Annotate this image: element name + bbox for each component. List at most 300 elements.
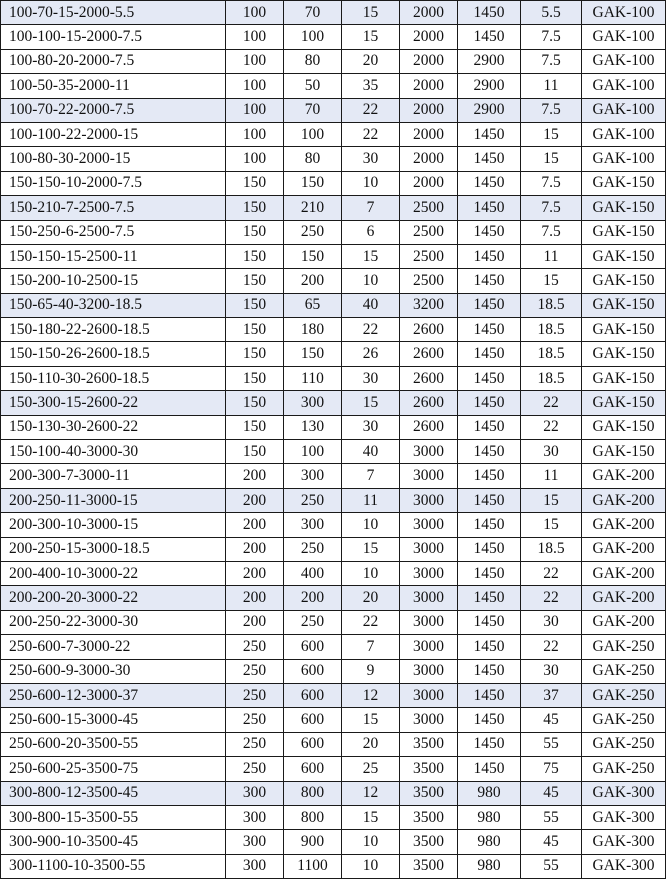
cell-value-col-3: 150 bbox=[284, 171, 342, 195]
cell-model-code: 100-80-20-2000-7.5 bbox=[1, 49, 226, 73]
cell-value-col-2: 100 bbox=[226, 74, 284, 98]
cell-value-col-7: 11 bbox=[521, 464, 582, 488]
cell-value-col-6: 1450 bbox=[458, 586, 521, 610]
cell-value-col-3: 300 bbox=[284, 513, 342, 537]
cell-value-col-6: 1450 bbox=[458, 659, 521, 683]
cell-value-col-2: 200 bbox=[226, 610, 284, 634]
cell-model-code: 200-250-22-3000-30 bbox=[1, 610, 226, 634]
cell-value-col-2: 250 bbox=[226, 757, 284, 781]
cell-value-col-6: 1450 bbox=[458, 683, 521, 707]
table-row bbox=[1, 147, 666, 171]
table-row bbox=[1, 318, 666, 342]
cell-series-code: GAK-100 bbox=[582, 1, 666, 25]
cell-model-code: 150-200-10-2500-15 bbox=[1, 269, 226, 293]
cell-value-col-5: 2600 bbox=[400, 415, 458, 439]
cell-value-col-6: 1450 bbox=[458, 25, 521, 49]
cell-series-code: GAK-150 bbox=[582, 318, 666, 342]
cell-value-col-5: 2500 bbox=[400, 269, 458, 293]
cell-value-col-6: 980 bbox=[458, 781, 521, 805]
table-row bbox=[1, 683, 666, 707]
cell-series-code: GAK-150 bbox=[582, 293, 666, 317]
cell-series-code: GAK-100 bbox=[582, 25, 666, 49]
cell-series-code: GAK-100 bbox=[582, 147, 666, 171]
cell-value-col-4: 10 bbox=[342, 561, 400, 585]
cell-series-code: GAK-150 bbox=[582, 220, 666, 244]
cell-value-col-4: 40 bbox=[342, 440, 400, 464]
cell-model-code: 100-70-22-2000-7.5 bbox=[1, 98, 226, 122]
cell-value-col-5: 2600 bbox=[400, 391, 458, 415]
cell-model-code: 100-50-35-2000-11 bbox=[1, 74, 226, 98]
cell-value-col-4: 15 bbox=[342, 1, 400, 25]
cell-value-col-7: 18.5 bbox=[521, 293, 582, 317]
cell-series-code: GAK-150 bbox=[582, 244, 666, 268]
cell-value-col-3: 800 bbox=[284, 781, 342, 805]
cell-series-code: GAK-200 bbox=[582, 610, 666, 634]
table-row bbox=[1, 757, 666, 781]
cell-value-col-3: 80 bbox=[284, 147, 342, 171]
cell-value-col-5: 3000 bbox=[400, 537, 458, 561]
cell-value-col-6: 2900 bbox=[458, 49, 521, 73]
table-row bbox=[1, 293, 666, 317]
cell-value-col-4: 30 bbox=[342, 147, 400, 171]
cell-value-col-7: 55 bbox=[521, 805, 582, 829]
cell-value-col-3: 900 bbox=[284, 830, 342, 854]
cell-value-col-4: 15 bbox=[342, 391, 400, 415]
cell-value-col-2: 300 bbox=[226, 805, 284, 829]
cell-value-col-5: 3000 bbox=[400, 610, 458, 634]
cell-value-col-7: 7.5 bbox=[521, 196, 582, 220]
table-row bbox=[1, 610, 666, 634]
cell-model-code: 250-600-7-3000-22 bbox=[1, 635, 226, 659]
cell-value-col-6: 1450 bbox=[458, 561, 521, 585]
cell-model-code: 250-600-20-3500-55 bbox=[1, 732, 226, 756]
cell-value-col-4: 22 bbox=[342, 610, 400, 634]
cell-series-code: GAK-250 bbox=[582, 732, 666, 756]
cell-series-code: GAK-250 bbox=[582, 683, 666, 707]
cell-value-col-5: 3000 bbox=[400, 708, 458, 732]
cell-value-col-7: 15 bbox=[521, 488, 582, 512]
cell-value-col-6: 1450 bbox=[458, 293, 521, 317]
cell-value-col-3: 600 bbox=[284, 683, 342, 707]
cell-value-col-3: 150 bbox=[284, 342, 342, 366]
cell-series-code: GAK-150 bbox=[582, 269, 666, 293]
cell-value-col-3: 250 bbox=[284, 537, 342, 561]
cell-value-col-6: 1450 bbox=[458, 244, 521, 268]
table-row bbox=[1, 98, 666, 122]
cell-value-col-4: 10 bbox=[342, 854, 400, 878]
table-row bbox=[1, 244, 666, 268]
cell-value-col-7: 7.5 bbox=[521, 98, 582, 122]
cell-model-code: 150-150-10-2000-7.5 bbox=[1, 171, 226, 195]
cell-model-code: 150-150-15-2500-11 bbox=[1, 244, 226, 268]
cell-model-code: 200-200-20-3000-22 bbox=[1, 586, 226, 610]
cell-value-col-7: 15 bbox=[521, 269, 582, 293]
table-row bbox=[1, 635, 666, 659]
cell-value-col-6: 2900 bbox=[458, 98, 521, 122]
cell-value-col-2: 200 bbox=[226, 561, 284, 585]
cell-series-code: GAK-250 bbox=[582, 659, 666, 683]
cell-value-col-6: 1450 bbox=[458, 1, 521, 25]
cell-value-col-4: 10 bbox=[342, 269, 400, 293]
cell-value-col-6: 1450 bbox=[458, 513, 521, 537]
cell-model-code: 100-70-15-2000-5.5 bbox=[1, 1, 226, 25]
cell-value-col-2: 200 bbox=[226, 586, 284, 610]
cell-series-code: GAK-100 bbox=[582, 122, 666, 146]
cell-model-code: 300-900-10-3500-45 bbox=[1, 830, 226, 854]
table-row bbox=[1, 488, 666, 512]
cell-value-col-5: 2000 bbox=[400, 49, 458, 73]
cell-model-code: 250-600-15-3000-45 bbox=[1, 708, 226, 732]
cell-value-col-6: 2900 bbox=[458, 74, 521, 98]
cell-value-col-4: 20 bbox=[342, 49, 400, 73]
cell-value-col-2: 100 bbox=[226, 98, 284, 122]
cell-value-col-7: 15 bbox=[521, 513, 582, 537]
table-row bbox=[1, 537, 666, 561]
cell-value-col-4: 15 bbox=[342, 805, 400, 829]
cell-model-code: 250-600-9-3000-30 bbox=[1, 659, 226, 683]
cell-value-col-6: 1450 bbox=[458, 220, 521, 244]
cell-value-col-4: 9 bbox=[342, 659, 400, 683]
cell-value-col-5: 3000 bbox=[400, 586, 458, 610]
cell-value-col-5: 2600 bbox=[400, 366, 458, 390]
cell-value-col-3: 150 bbox=[284, 244, 342, 268]
cell-series-code: GAK-150 bbox=[582, 342, 666, 366]
cell-value-col-3: 300 bbox=[284, 464, 342, 488]
cell-value-col-7: 55 bbox=[521, 732, 582, 756]
cell-value-col-3: 250 bbox=[284, 488, 342, 512]
cell-value-col-5: 2000 bbox=[400, 171, 458, 195]
table-row bbox=[1, 196, 666, 220]
cell-model-code: 150-110-30-2600-18.5 bbox=[1, 366, 226, 390]
cell-series-code: GAK-200 bbox=[582, 561, 666, 585]
cell-value-col-4: 7 bbox=[342, 635, 400, 659]
table-row bbox=[1, 513, 666, 537]
cell-value-col-3: 1100 bbox=[284, 854, 342, 878]
cell-value-col-6: 980 bbox=[458, 854, 521, 878]
cell-value-col-4: 15 bbox=[342, 25, 400, 49]
table-row bbox=[1, 805, 666, 829]
cell-value-col-3: 110 bbox=[284, 366, 342, 390]
cell-value-col-7: 22 bbox=[521, 586, 582, 610]
table-row bbox=[1, 342, 666, 366]
cell-value-col-4: 15 bbox=[342, 244, 400, 268]
cell-value-col-7: 11 bbox=[521, 74, 582, 98]
table-row bbox=[1, 49, 666, 73]
cell-series-code: GAK-100 bbox=[582, 98, 666, 122]
cell-value-col-4: 22 bbox=[342, 318, 400, 342]
cell-value-col-5: 3000 bbox=[400, 561, 458, 585]
cell-model-code: 150-130-30-2600-22 bbox=[1, 415, 226, 439]
cell-value-col-4: 15 bbox=[342, 537, 400, 561]
table-row bbox=[1, 269, 666, 293]
cell-model-code: 250-600-25-3500-75 bbox=[1, 757, 226, 781]
cell-model-code: 100-80-30-2000-15 bbox=[1, 147, 226, 171]
cell-value-col-5: 3000 bbox=[400, 440, 458, 464]
cell-value-col-3: 100 bbox=[284, 25, 342, 49]
cell-value-col-7: 7.5 bbox=[521, 25, 582, 49]
cell-model-code: 200-300-7-3000-11 bbox=[1, 464, 226, 488]
cell-value-col-5: 3500 bbox=[400, 830, 458, 854]
cell-value-col-3: 80 bbox=[284, 49, 342, 73]
cell-value-col-7: 7.5 bbox=[521, 171, 582, 195]
cell-value-col-2: 200 bbox=[226, 537, 284, 561]
cell-value-col-5: 3500 bbox=[400, 805, 458, 829]
cell-value-col-7: 55 bbox=[521, 854, 582, 878]
cell-value-col-7: 18.5 bbox=[521, 318, 582, 342]
cell-value-col-4: 25 bbox=[342, 757, 400, 781]
cell-value-col-6: 1450 bbox=[458, 635, 521, 659]
cell-value-col-4: 7 bbox=[342, 464, 400, 488]
cell-value-col-2: 150 bbox=[226, 220, 284, 244]
cell-value-col-3: 800 bbox=[284, 805, 342, 829]
cell-value-col-5: 2000 bbox=[400, 1, 458, 25]
cell-value-col-2: 100 bbox=[226, 147, 284, 171]
cell-value-col-5: 2600 bbox=[400, 318, 458, 342]
cell-value-col-6: 980 bbox=[458, 805, 521, 829]
cell-value-col-3: 600 bbox=[284, 757, 342, 781]
cell-value-col-2: 100 bbox=[226, 25, 284, 49]
cell-value-col-2: 100 bbox=[226, 1, 284, 25]
table-row bbox=[1, 171, 666, 195]
cell-model-code: 200-400-10-3000-22 bbox=[1, 561, 226, 585]
cell-value-col-2: 200 bbox=[226, 513, 284, 537]
cell-value-col-3: 210 bbox=[284, 196, 342, 220]
cell-value-col-7: 22 bbox=[521, 391, 582, 415]
cell-value-col-7: 5.5 bbox=[521, 1, 582, 25]
cell-series-code: GAK-200 bbox=[582, 537, 666, 561]
cell-value-col-7: 15 bbox=[521, 147, 582, 171]
cell-value-col-3: 250 bbox=[284, 610, 342, 634]
cell-series-code: GAK-250 bbox=[582, 708, 666, 732]
cell-value-col-2: 200 bbox=[226, 464, 284, 488]
cell-model-code: 150-210-7-2500-7.5 bbox=[1, 196, 226, 220]
cell-value-col-5: 2000 bbox=[400, 122, 458, 146]
cell-value-col-6: 1450 bbox=[458, 488, 521, 512]
cell-value-col-3: 65 bbox=[284, 293, 342, 317]
cell-value-col-7: 7.5 bbox=[521, 220, 582, 244]
table-row bbox=[1, 366, 666, 390]
cell-value-col-2: 150 bbox=[226, 342, 284, 366]
cell-value-col-4: 12 bbox=[342, 781, 400, 805]
table-row bbox=[1, 440, 666, 464]
table-row bbox=[1, 830, 666, 854]
table-row bbox=[1, 464, 666, 488]
cell-value-col-6: 1450 bbox=[458, 610, 521, 634]
cell-value-col-3: 50 bbox=[284, 74, 342, 98]
cell-series-code: GAK-100 bbox=[582, 49, 666, 73]
cell-value-col-4: 30 bbox=[342, 366, 400, 390]
cell-series-code: GAK-250 bbox=[582, 635, 666, 659]
cell-model-code: 300-800-12-3500-45 bbox=[1, 781, 226, 805]
cell-value-col-5: 3000 bbox=[400, 659, 458, 683]
cell-series-code: GAK-150 bbox=[582, 440, 666, 464]
cell-value-col-7: 75 bbox=[521, 757, 582, 781]
cell-value-col-7: 37 bbox=[521, 683, 582, 707]
cell-value-col-6: 1450 bbox=[458, 147, 521, 171]
cell-value-col-6: 1450 bbox=[458, 757, 521, 781]
cell-value-col-6: 1450 bbox=[458, 122, 521, 146]
cell-value-col-6: 1450 bbox=[458, 464, 521, 488]
cell-value-col-2: 200 bbox=[226, 488, 284, 512]
table-row bbox=[1, 586, 666, 610]
cell-value-col-3: 70 bbox=[284, 1, 342, 25]
cell-model-code: 300-800-15-3500-55 bbox=[1, 805, 226, 829]
cell-value-col-7: 15 bbox=[521, 122, 582, 146]
cell-value-col-2: 150 bbox=[226, 440, 284, 464]
cell-value-col-2: 250 bbox=[226, 708, 284, 732]
cell-value-col-5: 3000 bbox=[400, 635, 458, 659]
cell-value-col-2: 150 bbox=[226, 293, 284, 317]
cell-value-col-3: 600 bbox=[284, 659, 342, 683]
cell-value-col-3: 600 bbox=[284, 708, 342, 732]
cell-value-col-7: 7.5 bbox=[521, 49, 582, 73]
cell-value-col-3: 250 bbox=[284, 220, 342, 244]
cell-value-col-2: 300 bbox=[226, 854, 284, 878]
cell-value-col-7: 45 bbox=[521, 830, 582, 854]
cell-value-col-7: 22 bbox=[521, 561, 582, 585]
cell-value-col-3: 70 bbox=[284, 98, 342, 122]
cell-value-col-6: 980 bbox=[458, 830, 521, 854]
table-row bbox=[1, 74, 666, 98]
cell-value-col-7: 18.5 bbox=[521, 342, 582, 366]
table-row bbox=[1, 708, 666, 732]
table-row bbox=[1, 122, 666, 146]
cell-value-col-6: 1450 bbox=[458, 537, 521, 561]
cell-value-col-5: 3500 bbox=[400, 781, 458, 805]
cell-value-col-2: 150 bbox=[226, 196, 284, 220]
cell-value-col-7: 22 bbox=[521, 635, 582, 659]
cell-value-col-4: 10 bbox=[342, 171, 400, 195]
cell-value-col-4: 26 bbox=[342, 342, 400, 366]
cell-value-col-4: 20 bbox=[342, 732, 400, 756]
cell-series-code: GAK-200 bbox=[582, 464, 666, 488]
cell-series-code: GAK-200 bbox=[582, 586, 666, 610]
cell-value-col-5: 3000 bbox=[400, 488, 458, 512]
cell-value-col-5: 3000 bbox=[400, 464, 458, 488]
cell-series-code: GAK-300 bbox=[582, 805, 666, 829]
cell-value-col-3: 600 bbox=[284, 635, 342, 659]
cell-series-code: GAK-250 bbox=[582, 757, 666, 781]
cell-series-code: GAK-150 bbox=[582, 366, 666, 390]
cell-value-col-5: 3000 bbox=[400, 513, 458, 537]
cell-value-col-7: 45 bbox=[521, 781, 582, 805]
cell-value-col-7: 18.5 bbox=[521, 366, 582, 390]
cell-value-col-3: 200 bbox=[284, 586, 342, 610]
cell-series-code: GAK-200 bbox=[582, 488, 666, 512]
cell-value-col-7: 30 bbox=[521, 610, 582, 634]
cell-value-col-6: 1450 bbox=[458, 708, 521, 732]
cell-value-col-2: 150 bbox=[226, 415, 284, 439]
cell-value-col-7: 30 bbox=[521, 440, 582, 464]
cell-series-code: GAK-300 bbox=[582, 830, 666, 854]
cell-value-col-7: 22 bbox=[521, 415, 582, 439]
cell-model-code: 300-1100-10-3500-55 bbox=[1, 854, 226, 878]
cell-value-col-3: 180 bbox=[284, 318, 342, 342]
cell-value-col-4: 12 bbox=[342, 683, 400, 707]
table-row bbox=[1, 1, 666, 25]
table-row bbox=[1, 561, 666, 585]
cell-value-col-3: 130 bbox=[284, 415, 342, 439]
cell-value-col-6: 1450 bbox=[458, 391, 521, 415]
cell-value-col-5: 3500 bbox=[400, 854, 458, 878]
cell-value-col-2: 100 bbox=[226, 49, 284, 73]
cell-model-code: 150-250-6-2500-7.5 bbox=[1, 220, 226, 244]
cell-model-code: 200-250-15-3000-18.5 bbox=[1, 537, 226, 561]
cell-value-col-4: 20 bbox=[342, 586, 400, 610]
cell-value-col-3: 400 bbox=[284, 561, 342, 585]
cell-value-col-6: 1450 bbox=[458, 318, 521, 342]
cell-value-col-5: 3200 bbox=[400, 293, 458, 317]
cell-value-col-4: 40 bbox=[342, 293, 400, 317]
cell-model-code: 150-100-40-3000-30 bbox=[1, 440, 226, 464]
cell-value-col-2: 150 bbox=[226, 318, 284, 342]
cell-value-col-4: 11 bbox=[342, 488, 400, 512]
cell-value-col-2: 300 bbox=[226, 781, 284, 805]
cell-value-col-6: 1450 bbox=[458, 342, 521, 366]
cell-value-col-6: 1450 bbox=[458, 196, 521, 220]
cell-model-code: 200-300-10-3000-15 bbox=[1, 513, 226, 537]
cell-value-col-5: 2500 bbox=[400, 244, 458, 268]
cell-value-col-2: 150 bbox=[226, 171, 284, 195]
cell-value-col-5: 2000 bbox=[400, 98, 458, 122]
table-body bbox=[1, 1, 666, 879]
cell-series-code: GAK-150 bbox=[582, 415, 666, 439]
cell-value-col-6: 1450 bbox=[458, 440, 521, 464]
cell-value-col-5: 2500 bbox=[400, 196, 458, 220]
cell-value-col-5: 3000 bbox=[400, 683, 458, 707]
cell-value-col-4: 22 bbox=[342, 122, 400, 146]
cell-value-col-5: 3500 bbox=[400, 732, 458, 756]
cell-value-col-6: 1450 bbox=[458, 415, 521, 439]
cell-value-col-2: 300 bbox=[226, 830, 284, 854]
table-row bbox=[1, 220, 666, 244]
cell-series-code: GAK-100 bbox=[582, 74, 666, 98]
cell-series-code: GAK-300 bbox=[582, 781, 666, 805]
cell-model-code: 200-250-11-3000-15 bbox=[1, 488, 226, 512]
table-row bbox=[1, 659, 666, 683]
cell-value-col-6: 1450 bbox=[458, 269, 521, 293]
cell-value-col-7: 30 bbox=[521, 659, 582, 683]
table-row bbox=[1, 732, 666, 756]
cell-value-col-2: 100 bbox=[226, 122, 284, 146]
cell-value-col-2: 250 bbox=[226, 683, 284, 707]
table-row bbox=[1, 391, 666, 415]
cell-value-col-4: 6 bbox=[342, 220, 400, 244]
cell-value-col-3: 100 bbox=[284, 440, 342, 464]
cell-series-code: GAK-150 bbox=[582, 171, 666, 195]
cell-value-col-4: 30 bbox=[342, 415, 400, 439]
cell-value-col-6: 1450 bbox=[458, 171, 521, 195]
cell-model-code: 250-600-12-3000-37 bbox=[1, 683, 226, 707]
cell-value-col-7: 18.5 bbox=[521, 537, 582, 561]
cell-value-col-4: 35 bbox=[342, 74, 400, 98]
cell-value-col-5: 2000 bbox=[400, 25, 458, 49]
cell-value-col-2: 250 bbox=[226, 635, 284, 659]
cell-value-col-4: 7 bbox=[342, 196, 400, 220]
cell-value-col-2: 150 bbox=[226, 269, 284, 293]
cell-value-col-5: 2000 bbox=[400, 74, 458, 98]
cell-value-col-2: 250 bbox=[226, 659, 284, 683]
cell-series-code: GAK-300 bbox=[582, 854, 666, 878]
cell-value-col-3: 200 bbox=[284, 269, 342, 293]
cell-value-col-5: 3500 bbox=[400, 757, 458, 781]
cell-value-col-4: 22 bbox=[342, 98, 400, 122]
cell-value-col-7: 45 bbox=[521, 708, 582, 732]
cell-model-code: 100-100-22-2000-15 bbox=[1, 122, 226, 146]
cell-series-code: GAK-150 bbox=[582, 196, 666, 220]
cell-value-col-7: 11 bbox=[521, 244, 582, 268]
cell-value-col-3: 600 bbox=[284, 732, 342, 756]
